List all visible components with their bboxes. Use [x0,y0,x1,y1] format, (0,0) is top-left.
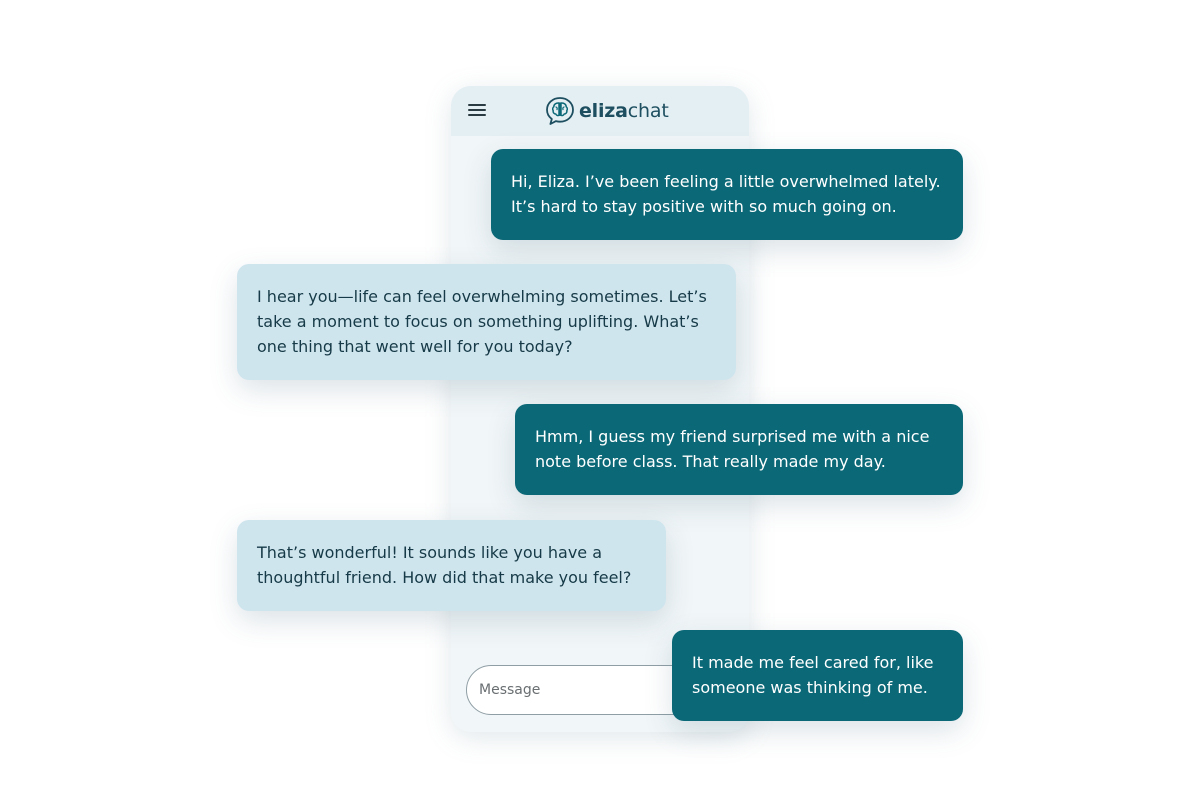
message-input[interactable] [466,665,698,715]
message-line: It’s hard to stay positive with so much going on. [511,197,897,216]
message-line: take a moment to focus on something uplifting. What’s [257,312,699,331]
user-message-bubble [491,149,963,240]
message-line: one thing that went well for you today? [257,337,573,356]
user-message-bubble [515,404,963,495]
message-line: That’s wonderful! It sounds like you have a [257,543,603,562]
message-line: It made me feel cared for, like [692,653,934,672]
brand-name-bold: eliza [579,100,628,122]
message-line: note before class. That really made my day. [535,452,886,471]
message-line: thoughtful friend. How did that make you feel? [257,568,632,587]
message-line: Hmm, I guess my friend surprised me with a nice [535,427,930,446]
brain-chat-bubble-icon [544,95,576,127]
message-line: someone was thinking of me. [692,678,928,697]
message-line: Hi, Eliza. I’ve been feeling a little overwhelmed lately. [511,172,941,191]
user-message-bubble [672,630,963,721]
eliza-message-bubble [237,520,666,611]
message-line: I hear you—life can feel overwhelming sometimes. Let’s [257,287,707,306]
brand-name-light: chat [627,100,669,122]
hamburger-menu-icon[interactable] [468,102,486,118]
brand-logo [544,93,669,129]
app-header [451,86,749,136]
eliza-message-bubble [237,264,736,380]
brand-name [579,100,669,122]
